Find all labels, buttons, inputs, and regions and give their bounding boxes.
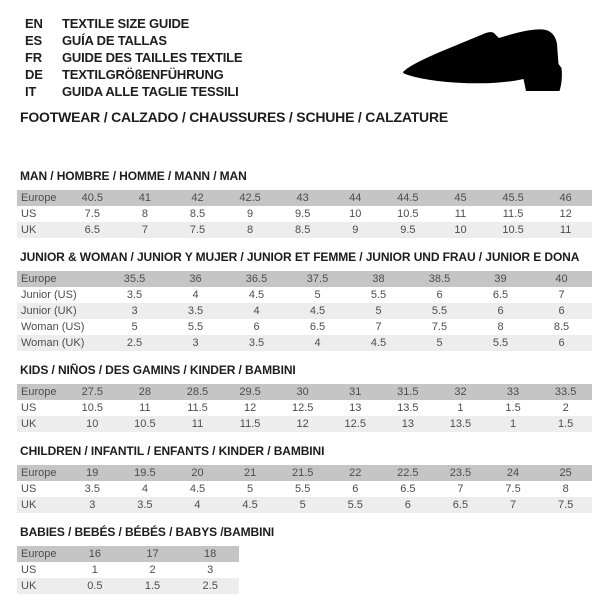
size-cell: 7.5 (189, 224, 206, 236)
size-cell: 3 (131, 305, 138, 317)
size-cell: 6 (253, 321, 260, 333)
size-cell: 4 (253, 305, 260, 317)
table-header-row (17, 465, 592, 481)
row-label: Europe (21, 467, 57, 479)
size-cell: 5 (375, 305, 382, 317)
size-cell: 7.5 (557, 499, 574, 511)
size-cell: 20 (191, 467, 204, 479)
size-cell: 11.5 (502, 208, 524, 220)
size-cell: 6.5 (452, 499, 469, 511)
language-code: DE (25, 67, 43, 82)
size-cell: 5 (314, 289, 321, 301)
size-cell: 8 (562, 483, 569, 495)
language-label: GUIDA ALLE TAGLIE TESSILI (62, 84, 239, 99)
size-cell: 3.5 (187, 305, 204, 317)
language-label: TEXTILGRÖßENFÜHRUNG (62, 67, 224, 82)
size-cell: 35.5 (123, 273, 146, 285)
size-cell: 45 (454, 192, 467, 204)
table-title: KIDS / NIÑOS / DES GAMINS / KINDER / BAMBINI (20, 363, 296, 377)
size-cell: 39 (494, 273, 507, 285)
size-cell: 7 (457, 483, 464, 495)
size-cell: 2.5 (202, 580, 218, 592)
size-cell: 44.5 (397, 192, 419, 204)
size-cell: 4 (194, 499, 201, 511)
size-cell: 9.5 (295, 208, 311, 220)
size-cell: 36 (189, 273, 202, 285)
row-label: Junior (UK) (21, 305, 77, 317)
size-cell: 6 (558, 305, 565, 317)
size-cell: 4.5 (370, 337, 387, 349)
size-cell: 5.5 (295, 483, 311, 495)
table-row (17, 206, 592, 222)
size-cell: 6 (436, 289, 443, 301)
size-cell: 16 (88, 548, 101, 560)
row-label: Europe (21, 386, 57, 398)
row-label: UK (21, 580, 37, 592)
size-cell: 22 (349, 467, 362, 479)
size-cell: 4.5 (189, 483, 206, 495)
size-cell: 4 (314, 337, 321, 349)
table-row (17, 400, 592, 416)
size-cell: 22.5 (397, 467, 419, 479)
size-cell: 3.5 (137, 499, 153, 511)
size-cell: 5.5 (370, 289, 387, 301)
table-row (17, 335, 592, 351)
table-row (17, 497, 592, 513)
size-table (17, 445, 592, 513)
size-cell: 5.5 (347, 499, 363, 511)
size-cell: 6.5 (84, 224, 100, 236)
size-cell: 17 (146, 548, 159, 560)
size-cell: 1 (91, 564, 98, 576)
size-cell: 43 (296, 192, 309, 204)
table-title: JUNIOR & WOMAN / JUNIOR Y MUJER / JUNIOR ET FEMME / JUNIOR UND FRAU / JUNIOR E DONA (20, 250, 580, 264)
size-cell: 4.5 (248, 289, 265, 301)
size-cell: 7 (558, 289, 565, 301)
size-cell: 11 (191, 418, 204, 430)
table-row (17, 416, 592, 432)
size-cell: 11 (139, 402, 151, 414)
table-row (17, 222, 592, 238)
size-cell: 6 (497, 305, 504, 317)
dress-shoe-icon (394, 20, 576, 108)
size-cell: 12 (559, 208, 572, 220)
size-cell: 13 (349, 402, 362, 414)
row-label: UK (21, 499, 37, 511)
size-cell: 5.5 (492, 337, 509, 349)
size-cell: 19.5 (134, 467, 156, 479)
size-cell: 6 (558, 337, 565, 349)
size-cell: 7 (375, 321, 382, 333)
table-row (17, 562, 239, 578)
size-cell: 10 (454, 224, 467, 236)
table-header-row (17, 271, 592, 287)
size-cell: 4 (141, 483, 148, 495)
row-label: US (21, 564, 37, 576)
size-cell: 13.5 (449, 418, 472, 430)
size-cell: 40 (555, 273, 568, 285)
size-cell: 3 (207, 564, 214, 576)
size-table (17, 170, 592, 238)
size-cell: 33 (506, 386, 520, 398)
language-label: GUÍA DE TALLAS (62, 33, 167, 48)
table-header-row (17, 546, 239, 562)
size-cell: 7.5 (505, 483, 521, 495)
size-cell: 5 (299, 499, 306, 511)
size-cell: 11.5 (239, 418, 261, 430)
size-cell: 1.5 (505, 402, 521, 414)
category-heading: FOOTWEAR / CALZADO / CHAUSSURES / SCHUHE / CALZATURE (20, 109, 449, 125)
size-cell: 8 (247, 224, 254, 236)
size-cell: 6 (352, 483, 359, 495)
language-code: EN (25, 16, 43, 31)
row-label: UK (21, 418, 37, 430)
size-cell: 28 (138, 386, 152, 398)
size-cell: 8.5 (189, 208, 206, 220)
size-cell: 5 (247, 483, 254, 495)
size-cell: 10.5 (134, 418, 156, 430)
table-row (17, 578, 239, 594)
size-tables-container (0, 170, 600, 594)
size-cell: 10 (349, 208, 362, 220)
size-cell: 8.5 (295, 224, 311, 236)
table-header-row (17, 384, 592, 400)
table-row (17, 481, 592, 497)
size-cell: 11 (454, 208, 467, 220)
size-table (17, 251, 592, 351)
size-cell: 37.5 (306, 273, 329, 285)
size-cell: 6.5 (309, 321, 326, 333)
row-label: Europe (21, 273, 57, 285)
table-row (17, 287, 592, 303)
size-cell: 3 (89, 499, 96, 511)
size-cell: 45.5 (502, 192, 524, 204)
size-cell: 36.5 (245, 273, 268, 285)
language-code: ES (25, 33, 42, 48)
size-cell: 8 (497, 321, 504, 333)
size-cell: 3.5 (126, 289, 143, 301)
size-cell: 24 (506, 467, 520, 479)
size-cell: 21 (243, 467, 257, 479)
size-cell: 3.5 (248, 337, 265, 349)
row-label: US (21, 483, 37, 495)
size-cell: 18 (204, 548, 217, 560)
size-cell: 21.5 (291, 467, 314, 479)
size-cell: 10.5 (397, 208, 419, 220)
size-cell: 41 (138, 192, 152, 204)
size-cell: 32 (454, 386, 467, 398)
size-cell: 13 (401, 418, 414, 430)
size-cell: 8 (141, 208, 148, 220)
row-label: Europe (21, 548, 57, 560)
row-label: US (21, 402, 37, 414)
size-cell: 12.5 (291, 402, 314, 414)
row-label: Junior (US) (21, 289, 77, 301)
size-cell: 10 (86, 418, 99, 430)
table-title: MAN / HOMBRE / HOMME / MANN / MAN (20, 169, 247, 183)
size-cell: 4.5 (242, 499, 258, 511)
size-cell: 40.5 (81, 192, 103, 204)
size-cell: 23.5 (449, 467, 472, 479)
size-cell: 31 (349, 386, 362, 398)
size-cell: 1 (457, 402, 464, 414)
size-cell: 4 (192, 289, 199, 301)
size-cell: 5.5 (187, 321, 204, 333)
row-label: Europe (21, 192, 57, 204)
size-cell: 7.5 (431, 321, 448, 333)
size-cell: 8.5 (553, 321, 570, 333)
size-cell: 5 (131, 321, 138, 333)
size-cell: 9 (352, 224, 359, 236)
size-cell: 9.5 (400, 224, 416, 236)
size-cell: 3 (192, 337, 199, 349)
size-cell: 44 (349, 192, 362, 204)
size-cell: 38 (372, 273, 385, 285)
size-cell: 31.5 (397, 386, 419, 398)
size-cell: 1 (509, 418, 517, 430)
language-label: TEXTILE SIZE GUIDE (62, 16, 190, 31)
size-cell: 19 (86, 467, 99, 479)
size-cell: 11.5 (187, 402, 208, 414)
size-cell: 2 (149, 564, 156, 576)
size-cell: 1.5 (557, 418, 574, 430)
row-label: UK (21, 224, 37, 236)
size-cell: 11 (559, 224, 572, 236)
size-cell: 6 (404, 499, 411, 511)
language-code: IT (25, 84, 37, 99)
size-cell: 6.5 (492, 289, 509, 301)
table-title: BABIES / BEBÉS / BÉBÉS / BABYS /BAMBINI (20, 525, 275, 539)
size-cell: 6.5 (400, 483, 416, 495)
size-cell: 12.5 (344, 418, 366, 430)
language-label: GUIDE DES TAILLES TEXTILE (62, 50, 243, 65)
size-cell: 4.5 (309, 305, 326, 317)
size-cell: 27.5 (81, 386, 103, 398)
size-cell: 7 (141, 224, 148, 236)
size-cell: 3.5 (84, 483, 100, 495)
table-title: CHILDREN / INFANTIL / ENFANTS / KINDER / BAMBINI (20, 444, 325, 458)
size-table (17, 364, 592, 432)
size-cell: 5 (436, 337, 443, 349)
size-cell: 0.5 (87, 580, 103, 592)
size-cell: 46 (559, 192, 572, 204)
size-cell: 12 (243, 402, 257, 414)
size-cell: 9 (247, 208, 254, 220)
row-label: Woman (UK) (21, 337, 85, 349)
size-cell: 13.5 (397, 402, 419, 414)
size-cell: 42.5 (239, 192, 261, 204)
table-row (17, 303, 592, 319)
table-header-row (17, 190, 592, 206)
size-cell: 29.5 (239, 386, 261, 398)
size-cell: 10.5 (502, 224, 524, 236)
size-cell: 12 (296, 418, 309, 430)
size-cell: 2.5 (126, 337, 143, 349)
size-cell: 38.5 (428, 273, 451, 285)
size-cell: 42 (191, 192, 204, 204)
size-cell: 5.5 (431, 305, 448, 317)
size-cell: 33.5 (554, 386, 577, 398)
size-cell: 7.5 (84, 208, 100, 220)
size-cell: 1.5 (144, 580, 161, 592)
size-cell: 30 (296, 386, 309, 398)
language-code: FR (25, 50, 42, 65)
row-label: Woman (US) (21, 321, 85, 333)
size-cell: 25 (559, 467, 572, 479)
size-cell: 7 (509, 499, 517, 511)
table-row (17, 319, 592, 335)
size-cell: 10.5 (81, 402, 103, 414)
size-cell: 2 (562, 402, 569, 414)
size-table (17, 525, 275, 594)
size-cell: 28.5 (186, 386, 209, 398)
row-label: US (21, 208, 37, 220)
